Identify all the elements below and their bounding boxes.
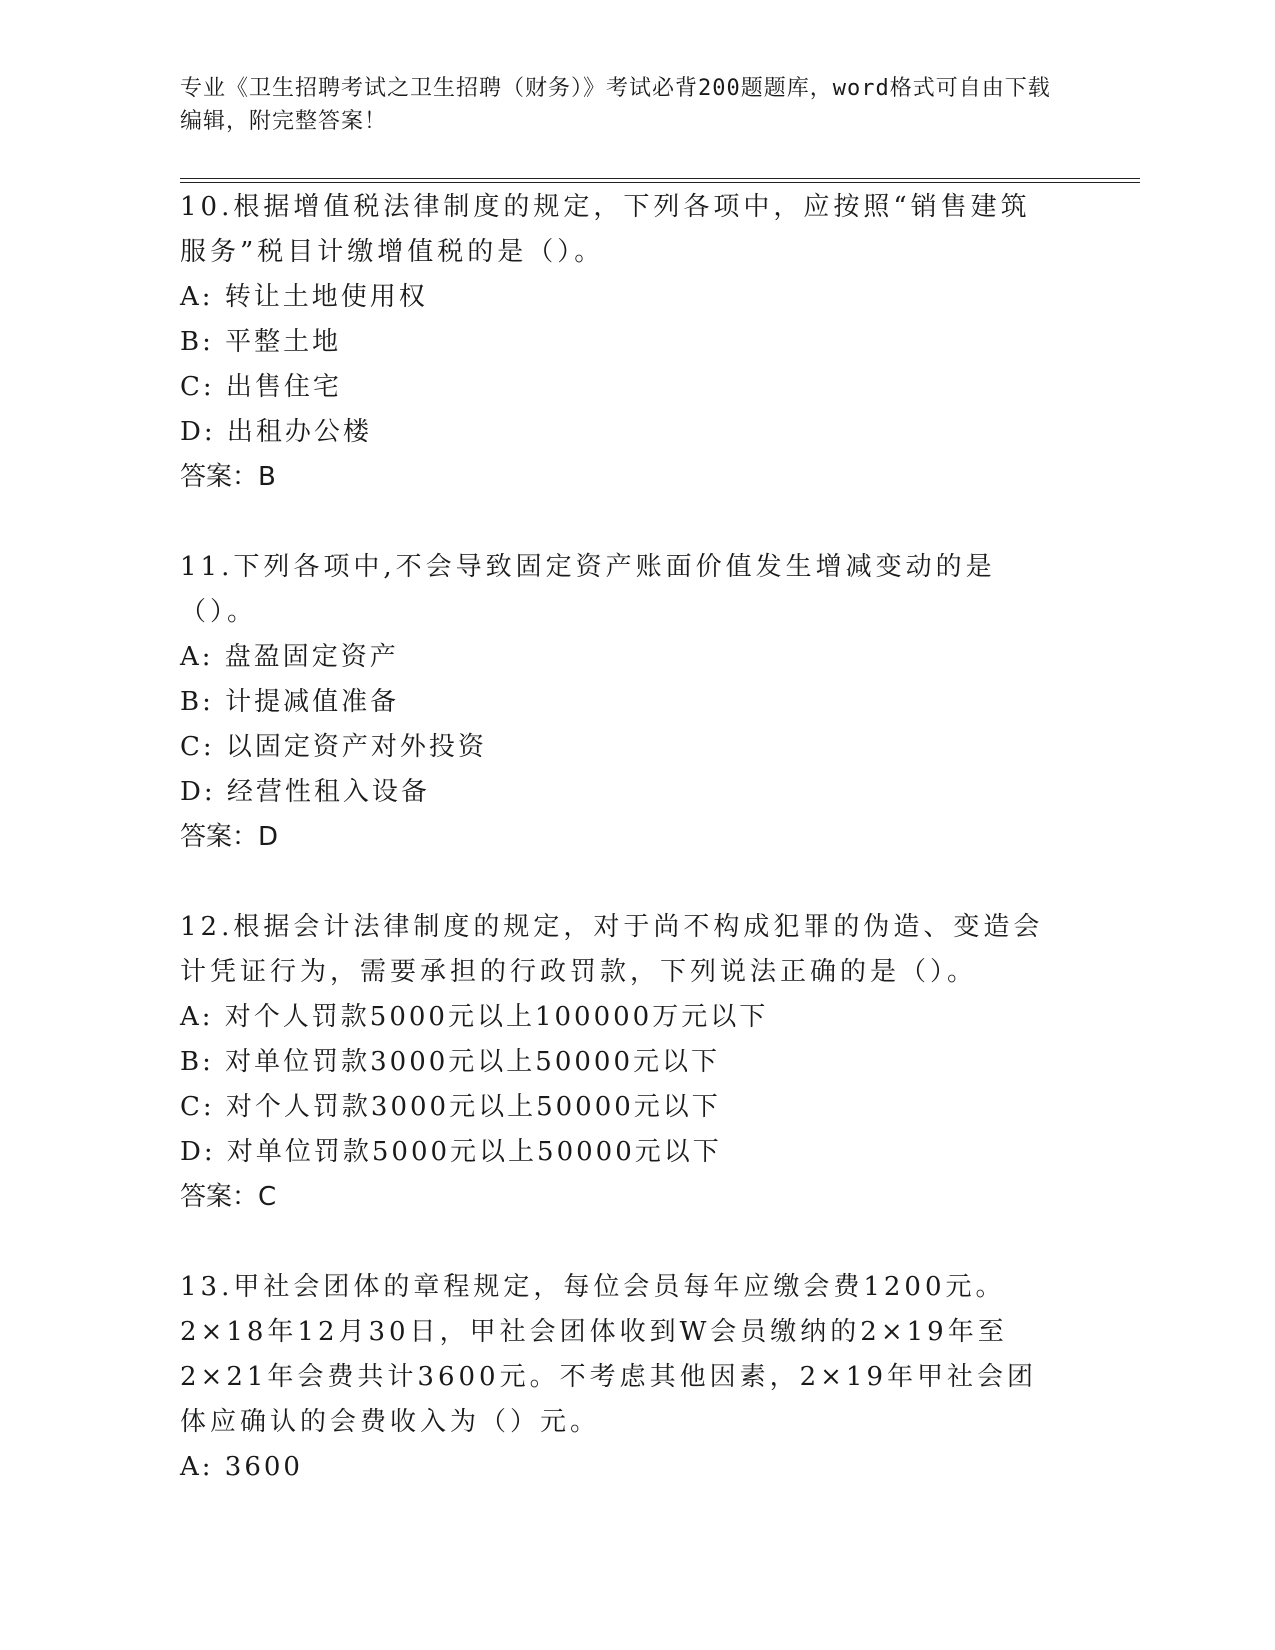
document-header: 专业《卫生招聘考试之卫生招聘（财务）》考试必背200题题库，word格式可自由下载编辑，附完整答案！: [180, 76, 1051, 134]
option-a: A: 转让土地使用权: [180, 282, 428, 312]
question-block-10: [180, 185, 1060, 500]
option-list: [180, 995, 1060, 1175]
option-d: D: 经营性租入设备: [180, 777, 430, 807]
question-gap: [180, 860, 1060, 905]
option-a: A: 3600: [180, 1452, 303, 1482]
header-divider: [180, 178, 1140, 183]
question-text: 10.根据增值税法律制度的规定，下列各项中，应按照“销售建筑服务”税目计缴增值税的是（）。: [180, 192, 1031, 267]
option-list: [180, 1445, 1060, 1490]
answer-text: 答案：C: [180, 1182, 277, 1212]
option-list: [180, 275, 1060, 455]
option-c: C: 对个人罚款3000元以上50000元以下: [180, 1092, 721, 1122]
option-a: A: 盘盈固定资产: [180, 642, 399, 672]
option-b: B: 平整土地: [180, 327, 342, 357]
option-b: B: 对单位罚款3000元以上50000元以下: [180, 1047, 721, 1077]
option-d: D: 出租办公楼: [180, 417, 372, 447]
question-gap: [180, 1220, 1060, 1265]
question-block-12: [180, 905, 1060, 1220]
question-list: [180, 185, 1060, 1490]
option-b: B: 计提减值准备: [180, 687, 400, 717]
question-block-11: [180, 545, 1060, 860]
option-a: A: 对个人罚款5000元以上100000万元以下: [180, 1002, 769, 1032]
option-list: [180, 635, 1060, 815]
answer-text: 答案：B: [180, 462, 276, 492]
question-text: 12.根据会计法律制度的规定，对于尚不构成犯罪的伪造、变造会计凭证行为，需要承担的行政罚款，下列说法正确的是（）。: [180, 912, 1044, 987]
option-d: D: 对单位罚款5000元以上50000元以下: [180, 1137, 722, 1167]
question-text: 11.下列各项中,不会导致固定资产账面价值发生增减变动的是（）。: [180, 552, 996, 627]
option-c: C: 出售住宅: [180, 372, 342, 402]
document-page: [180, 0, 1140, 1650]
option-c: C: 以固定资产对外投资: [180, 732, 487, 762]
answer-text: 答案：D: [180, 822, 279, 852]
question-block-13: [180, 1265, 1060, 1490]
question-gap: [180, 500, 1060, 545]
question-text: 13.甲社会团体的章程规定，每位会员每年应缴会费1200元。2×18年12月30日，甲社会团体收到W会员缴纳的2×19年至2×21年会费共计3600元。不考虑其他因素，2×19年甲社会团体应确认的会费收入为（）元。: [180, 1272, 1037, 1437]
